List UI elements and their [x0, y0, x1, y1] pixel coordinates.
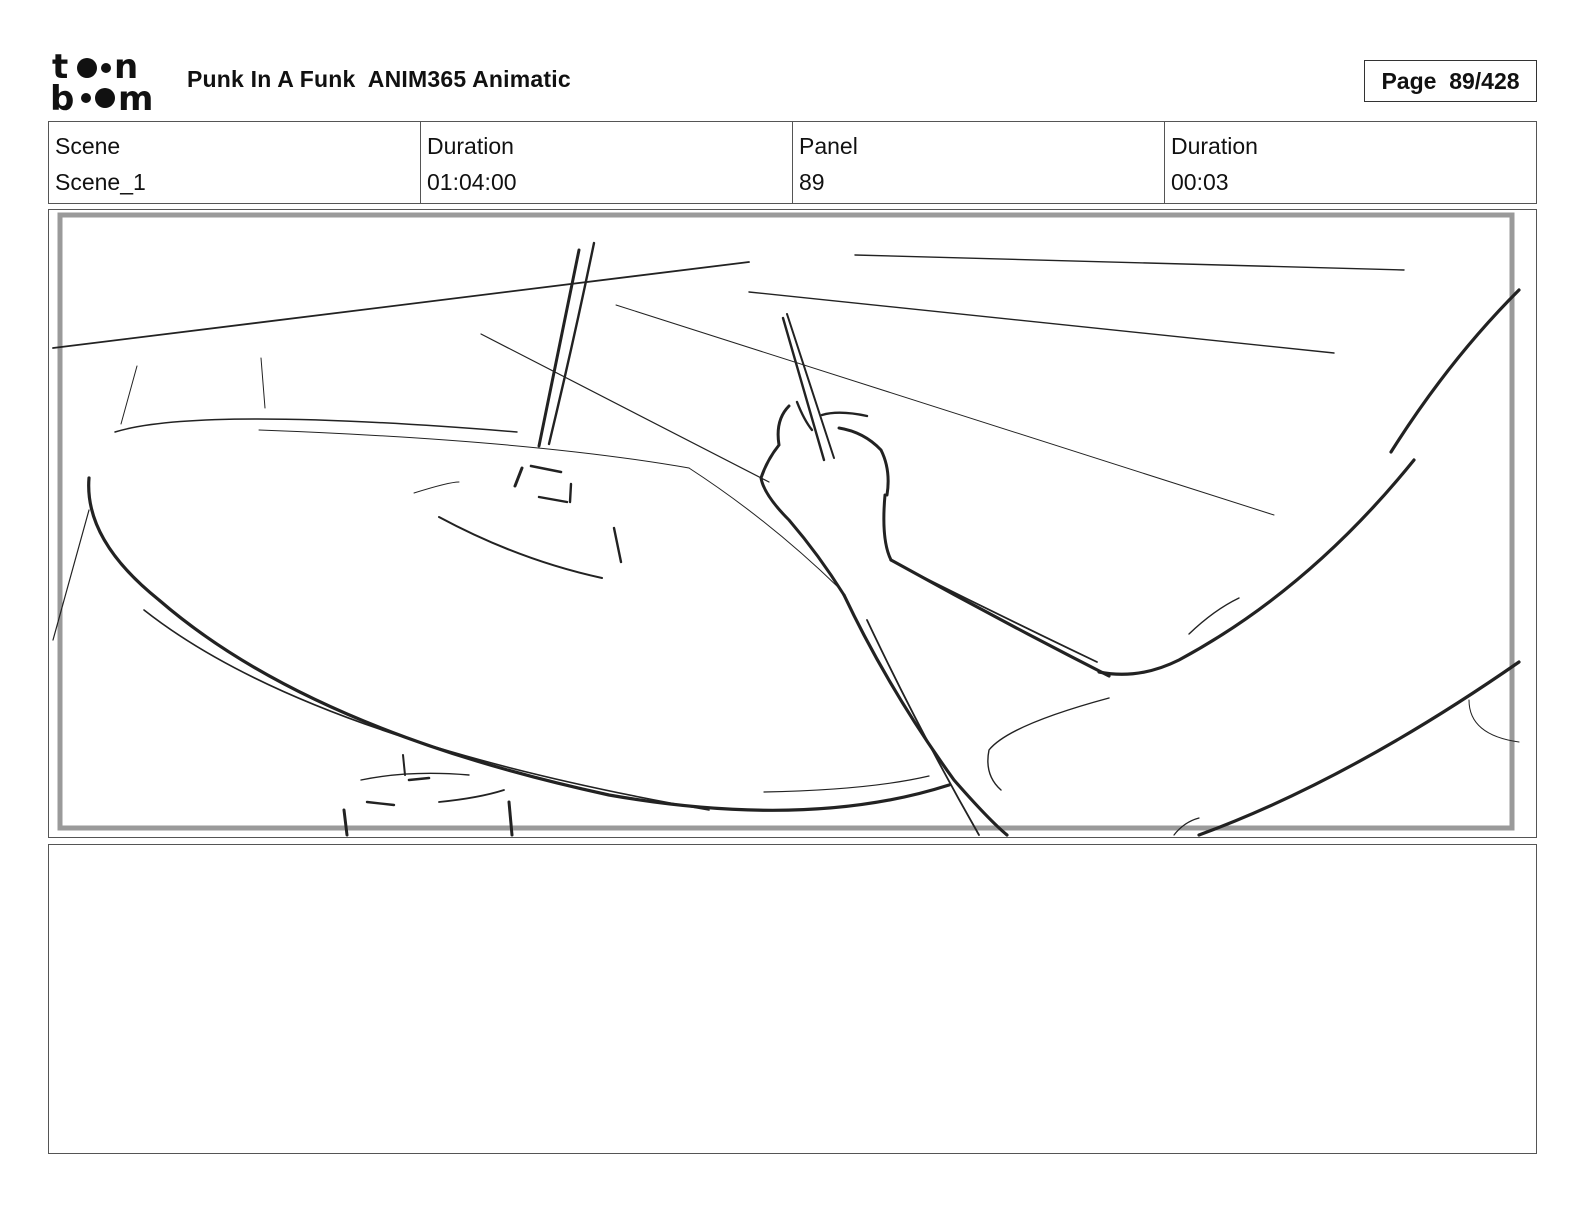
panel-value: 89 — [799, 169, 825, 195]
scene-value: Scene_1 — [55, 169, 146, 195]
panel-cell — [792, 122, 1164, 203]
svg-text:b: b — [50, 79, 75, 112]
svg-text:n: n — [114, 50, 139, 87]
scene-label: Scene — [55, 133, 121, 159]
panel-duration-cell — [1164, 122, 1536, 203]
page-indicator: Page 89/428 — [1364, 60, 1537, 102]
scene-cell — [49, 122, 420, 203]
panel-duration-value: 00:03 — [1171, 169, 1229, 195]
scene-duration-cell — [420, 122, 792, 203]
storyboard-panel — [48, 209, 1537, 838]
panel-label: Panel — [799, 133, 858, 159]
scene-duration-label: Duration — [427, 133, 514, 159]
scene-duration-value: 01:04:00 — [427, 169, 517, 195]
toon-boom-logo-icon — [50, 50, 166, 112]
panel-info-table — [48, 121, 1537, 204]
document-title: Punk In A Funk ANIM365 Animatic — [187, 66, 571, 92]
panel-notes-area — [48, 844, 1537, 1154]
panel-duration-label: Duration — [1171, 133, 1258, 159]
svg-text:m: m — [118, 79, 154, 112]
storyboard-sketch-icon — [49, 210, 1536, 837]
svg-text:t: t — [52, 50, 69, 87]
